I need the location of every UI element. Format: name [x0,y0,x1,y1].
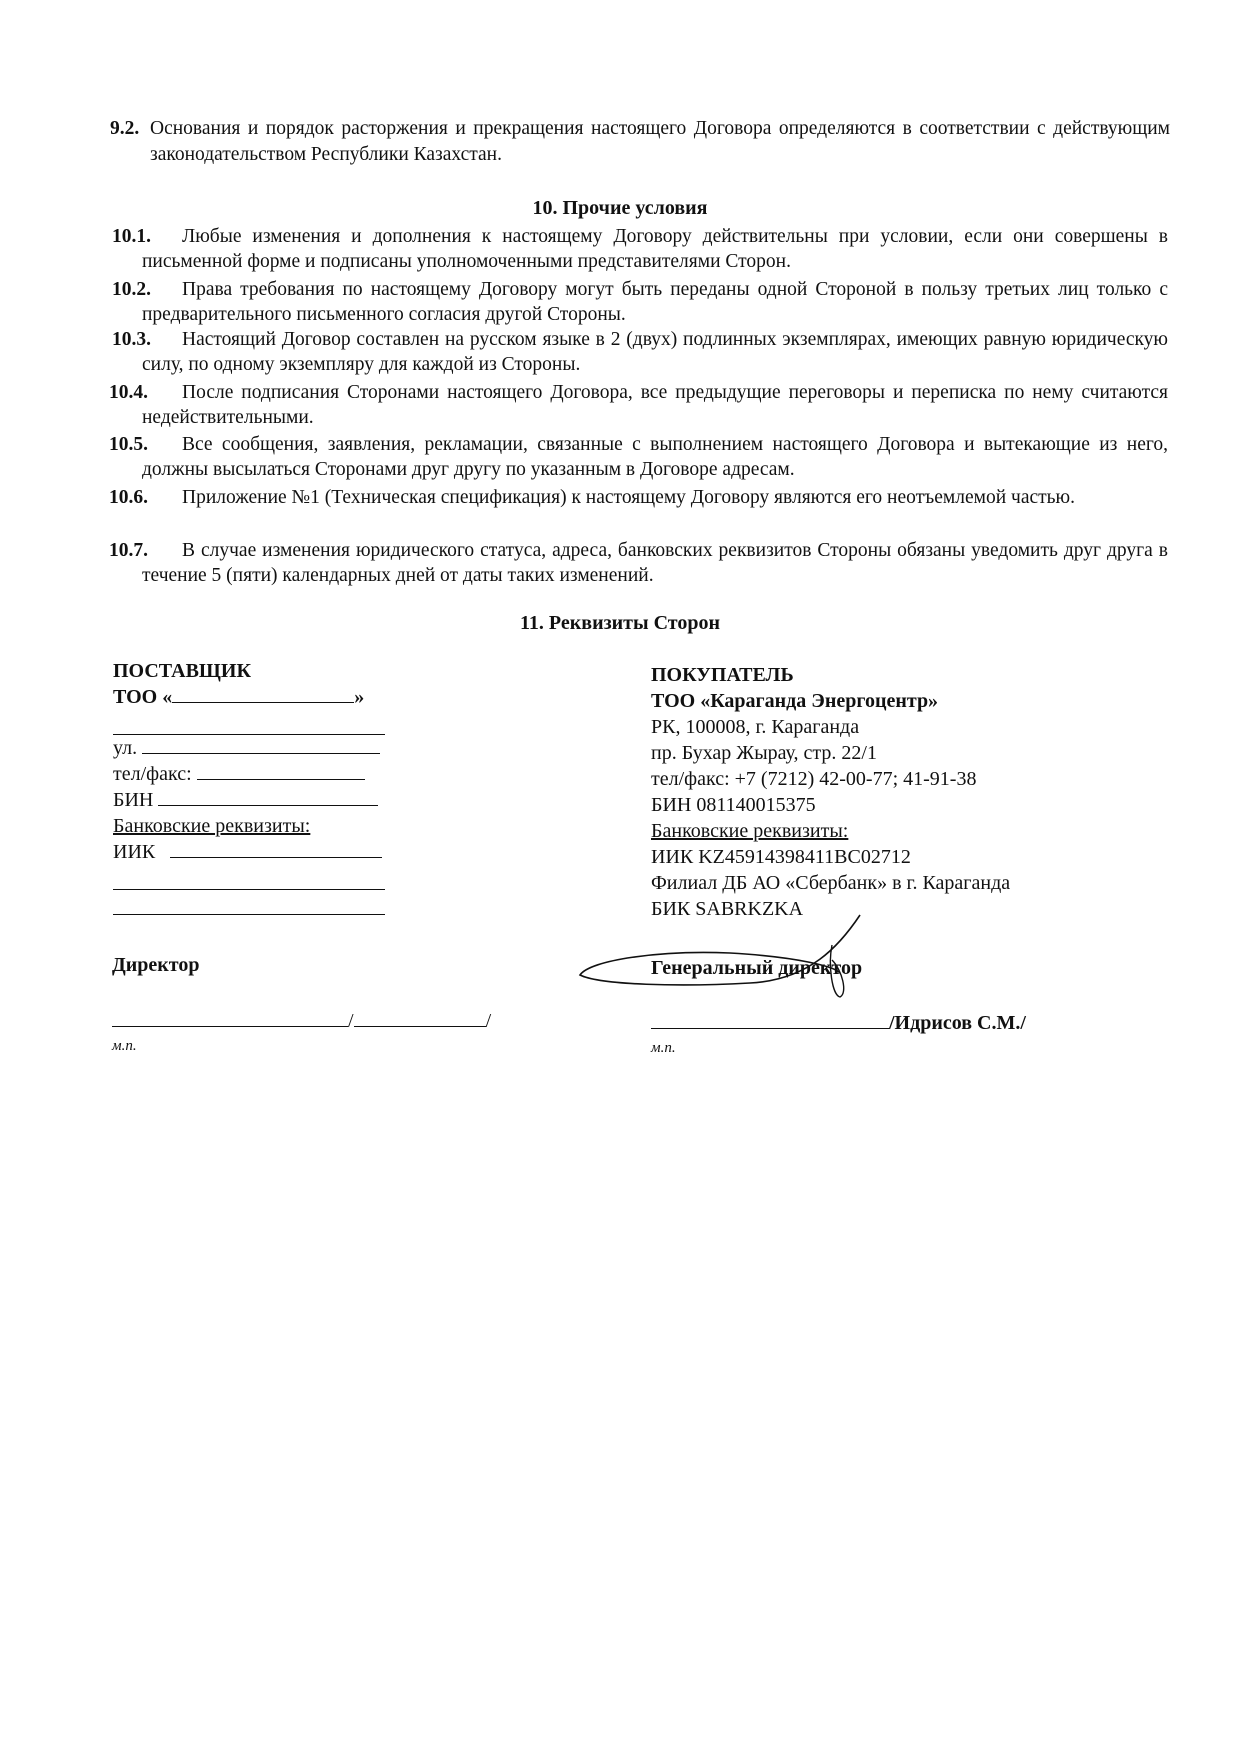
paragraph-number: 10.1. [112,226,151,247]
buyer-company: ТОО «Караганда Энергоцентр» [651,690,939,712]
paragraph-number: 10.7. [109,540,148,561]
company-suffix: » [354,686,365,708]
supplier-role: ПОСТАВЩИК [113,660,251,682]
paragraph-text: Любые изменения и дополнения к настоящему Договору действительны при условии, если они совершены в письменной форме и подписаны уполномоченными представителями Сторон. [142,226,1168,272]
street-label: ул. [113,737,138,759]
supplier-phone [113,761,403,787]
supplier-bin [113,787,403,813]
paragraph-number: 10.3. [112,329,151,350]
buyer-bin: БИН 081140015375 [651,794,816,816]
paragraph-10-7 [109,538,1168,588]
paragraph-number: 10.4. [109,382,148,403]
iik-field[interactable] [170,839,382,858]
paragraph-text: В случае изменения юридического статуса, адреса, банковских реквизитов Стороны обязаны уведомить друг друга в течение 5 (пяти) календарных дней от даты таких изменений. [142,540,1168,586]
supplier-signature-line [112,1008,512,1034]
sign-end: / [485,1010,492,1032]
sign-separator: / [348,1010,354,1032]
buyer-bik: БИК SABRKZKA [651,898,804,920]
buyer-block [651,662,1151,922]
street-field[interactable] [142,735,380,754]
supplier-bank-line-1[interactable] [113,865,385,890]
supplier-blank-line[interactable] [113,710,385,735]
paragraph-number: 10.5. [109,434,148,455]
bin-label: БИН [113,789,154,811]
section-10-title: 10. Прочие условия [532,197,708,219]
supplier-iik [113,839,403,865]
iik-label: ИИК [113,841,156,863]
buyer-address-2: пр. Бухар Жырау, стр. 22/1 [651,742,877,764]
paragraph-text: После подписания Сторонами настоящего Договора, все предыдущие переговоры и переписка по нему считаются недействительными. [142,382,1168,428]
buyer-iik: ИИК KZ45914398411BC02712 [651,846,911,868]
paragraph-10-6 [109,485,1168,510]
supplier-company [113,684,403,710]
supplier-director-label: Директор [112,954,200,976]
paragraph-text: Все сообщения, заявления, рекламации, связанные с выполнением настоящего Договора и вытекающие из него, должны высылаться Сторонами друг другу по указанным в Договоре адресам. [142,434,1168,480]
buyer-bank-label: Банковские реквизиты: [651,820,849,842]
buyer-director-label: Генеральный директор [651,957,863,979]
supplier-block [113,658,403,915]
supplier-bank-label: Банковские реквизиты: [113,815,311,837]
clause-9-2 [110,116,1170,168]
company-name-field[interactable] [172,684,354,703]
buyer-address-1: РК, 100008, г. Караганда [651,716,860,738]
clause-number: 9.2. [110,118,140,139]
phone-label: тел/факс: [113,763,192,785]
buyer-signature-field[interactable] [651,1010,889,1029]
paragraph-10-4 [109,380,1168,430]
section-11-title: 11. Реквизиты Сторон [520,612,720,634]
buyer-signatory: /Идрисов С.М./ [889,1012,1026,1034]
bin-field[interactable] [158,787,378,806]
supplier-bank-line-2[interactable] [113,890,385,915]
phone-field[interactable] [197,761,365,780]
paragraph-number: 10.2. [112,279,151,300]
buyer-role: ПОКУПАТЕЛЬ [651,664,794,686]
clause-text: Основания и порядок расторжения и прекращения настоящего Договора определяются в соответствии с действующим законодательством Республики Казахстан. [150,118,1170,165]
paragraph-number: 10.6. [109,487,148,508]
paragraph-10-3 [112,327,1168,377]
handwritten-signature [570,905,900,1005]
supplier-seal-label: м.п. [112,1038,137,1054]
company-prefix: ТОО « [113,686,173,708]
paragraph-10-2 [112,277,1168,327]
buyer-seal-label: м.п. [651,1040,676,1056]
buyer-phone: тел/факс: +7 (7212) 42-00-77; 41-91-38 [651,768,977,790]
supplier-street [113,735,403,761]
buyer-branch: Филиал ДБ АО «Сбербанк» в г. Караганда [651,872,1011,894]
paragraph-text: Приложение №1 (Техническая спецификация) к настоящему Договору являются его неотъемлемой частью. [182,487,1075,508]
paragraph-text: Права требования по настоящему Договору могут быть переданы одной Стороной в пользу третьих лиц только с предварительного письменного согласия другой Стороны. [142,279,1168,325]
supplier-name-field[interactable] [354,1008,486,1027]
paragraph-10-5 [109,432,1168,482]
paragraph-10-1 [112,224,1168,274]
buyer-signature-line [651,1010,1151,1036]
paragraph-text: Настоящий Договор составлен на русском языке в 2 (двух) подлинных экземплярах, имеющих равную юридическую силу, по одному экземпляру для каждой из Стороны. [142,329,1168,375]
supplier-signature-field[interactable] [112,1008,348,1027]
